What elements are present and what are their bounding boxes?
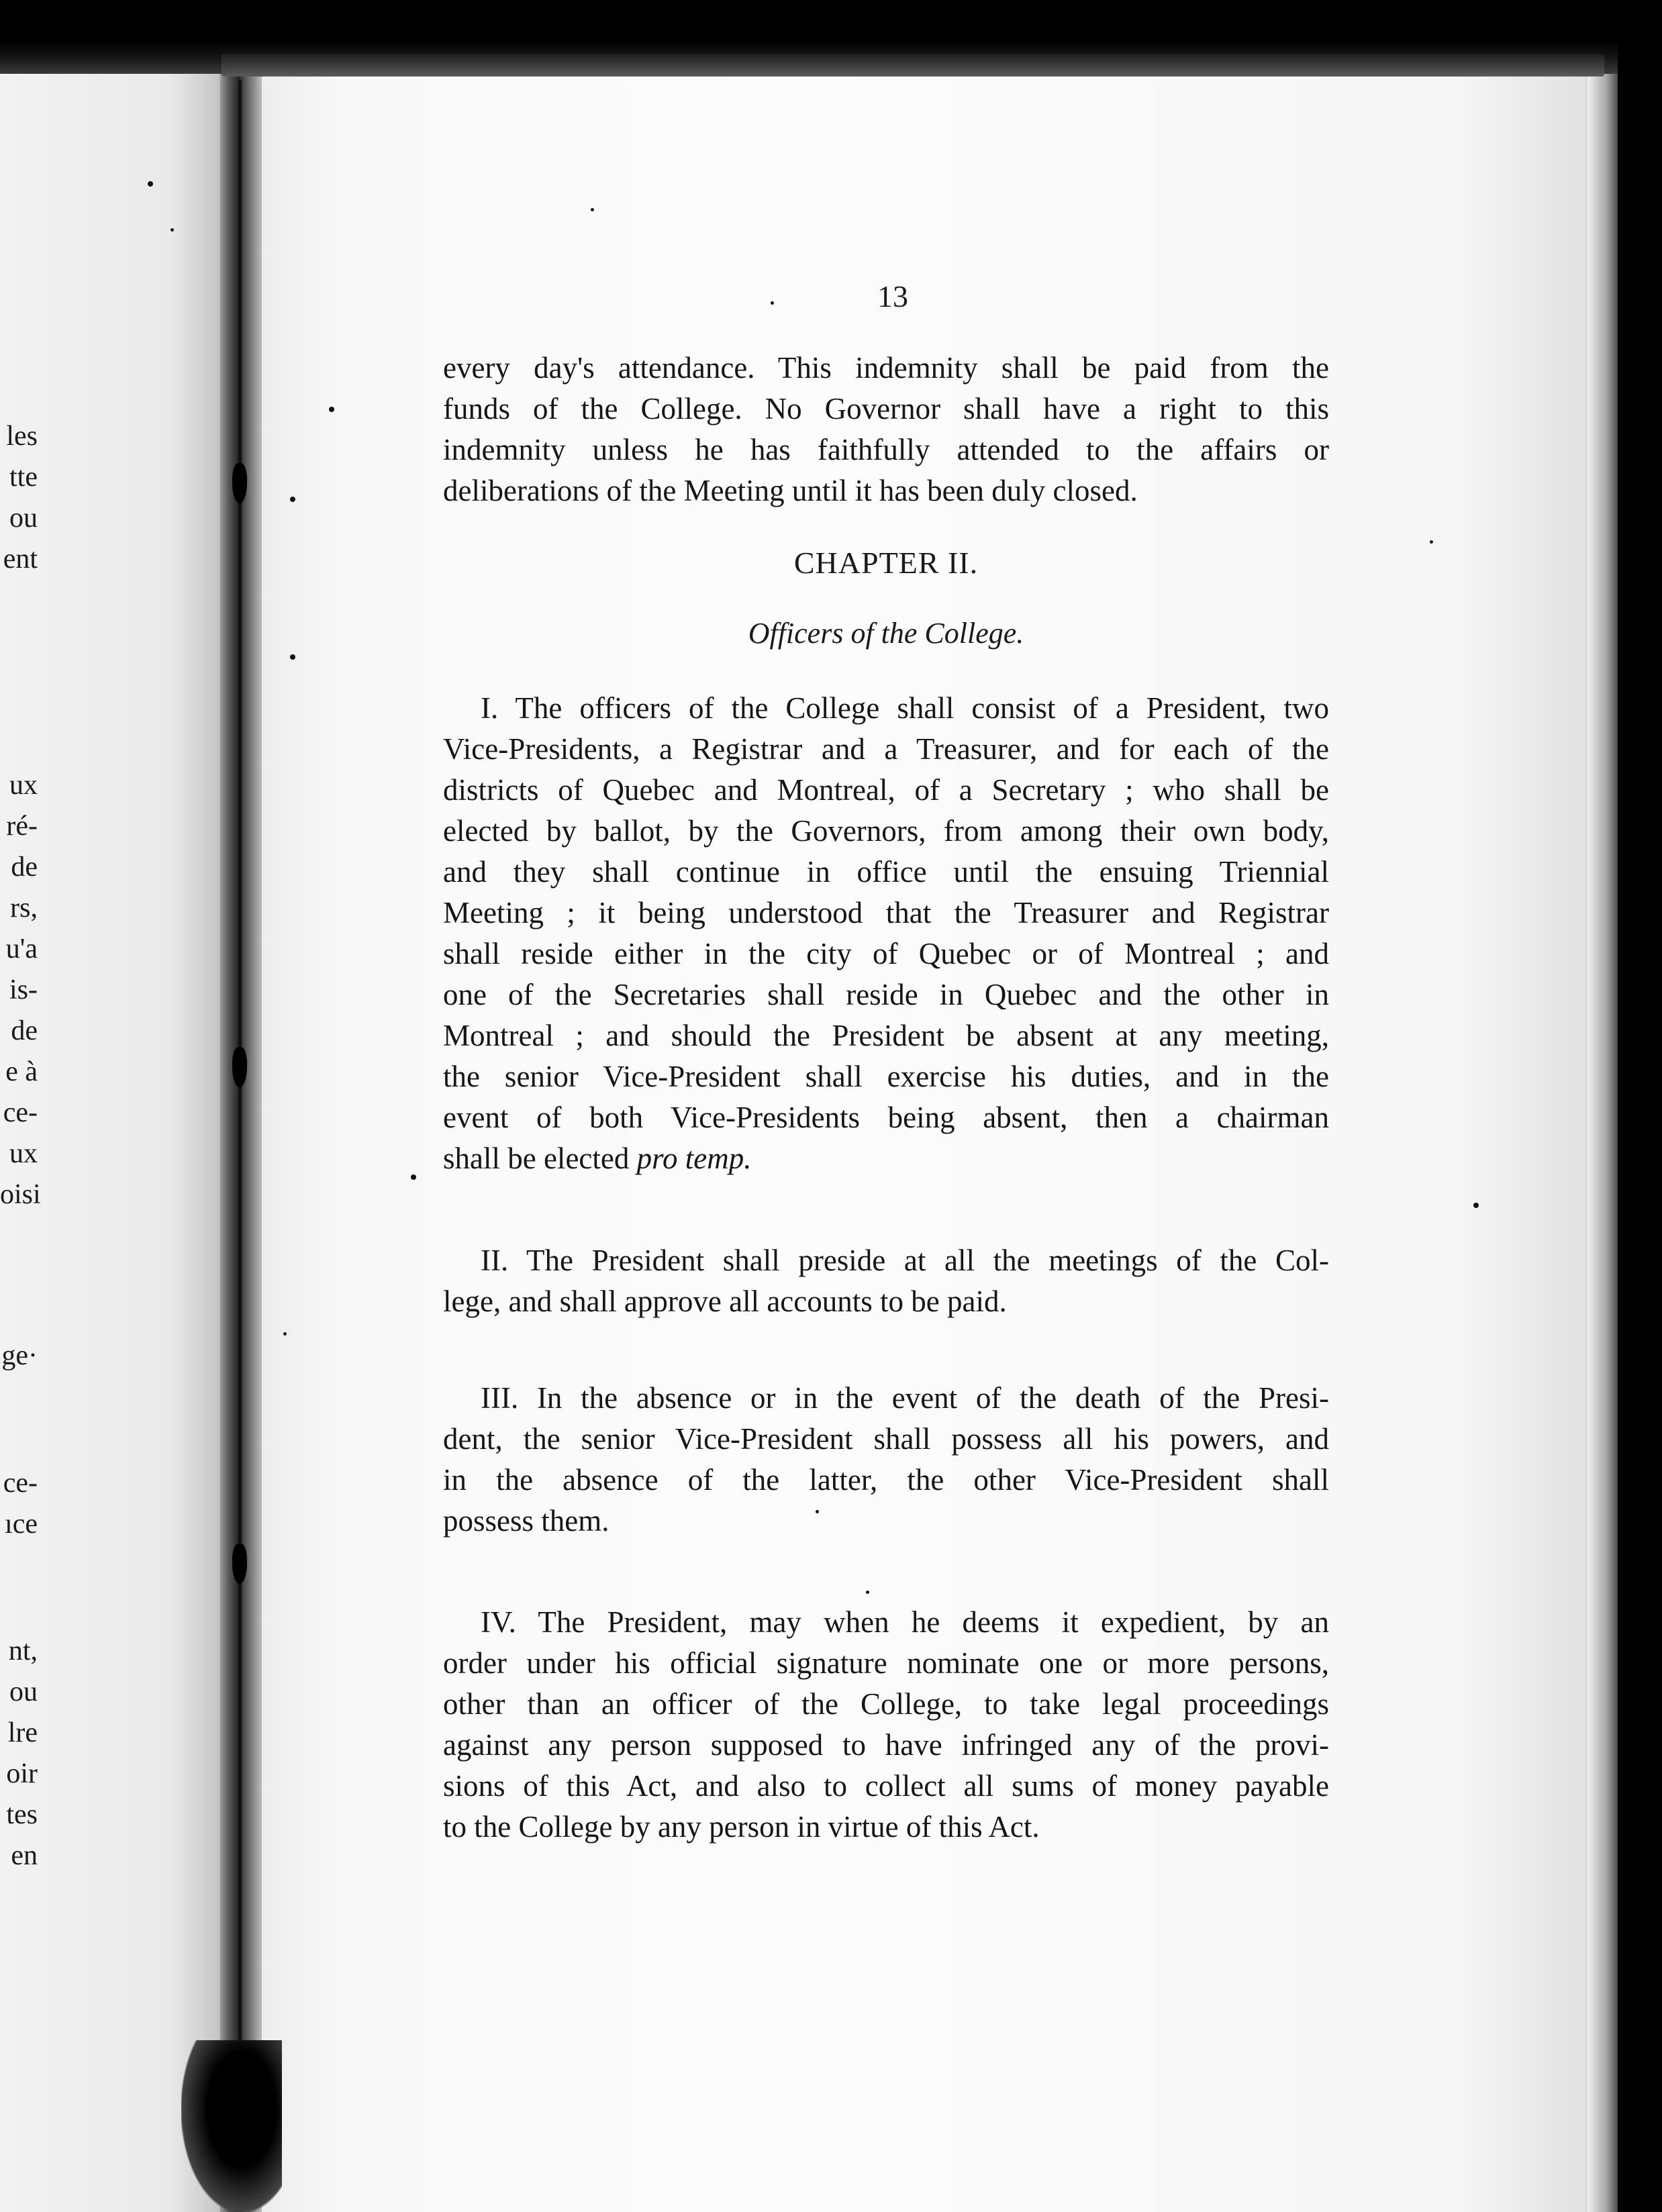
text-line: sions of this Act, and also to collect all sums of money payable: [443, 1769, 1329, 1803]
text-line: shall reside either in the city of Quebec or of Montreal ; and: [443, 937, 1329, 970]
text-line: dent, the senior Vice-President shall possess all his powers, and: [443, 1422, 1329, 1456]
text-line: possess them.: [443, 1504, 609, 1538]
spine-clip: [232, 1047, 247, 1087]
left-fragment: nt,: [8, 1636, 38, 1666]
left-fragment: oir: [6, 1758, 38, 1789]
left-facing-page: [0, 67, 228, 2212]
text-line: Vice-Presidents, a Registrar and a Treasurer, and for each of the: [443, 732, 1329, 766]
left-fragment: lre: [7, 1717, 38, 1748]
text-line: Montreal ; and should the President be absent at any meeting,: [443, 1019, 1329, 1052]
left-fragment: en: [11, 1840, 38, 1871]
scan-speck: [1430, 540, 1433, 544]
left-fragment: ent: [3, 544, 38, 574]
text-line: and they shall continue in office until the ensuing Triennial: [443, 855, 1329, 889]
text-line: against any person supposed to have infringed any of the provi-: [443, 1728, 1329, 1762]
scanner-right-border: [1618, 0, 1662, 2212]
text-line: in the absence of the latter, the other Vice-President shall: [443, 1463, 1329, 1497]
text-line: Meeting ; it being understood that the Treasurer and Registrar: [443, 896, 1329, 929]
text-line: event of both Vice-Presidents being absent, then a chairman: [443, 1101, 1329, 1134]
page-number: 13: [877, 279, 908, 313]
scan-speck: [591, 208, 594, 211]
text-line: deliberations of the Meeting until it has been duly closed.: [443, 474, 1138, 507]
left-fragment: tte: [9, 462, 38, 493]
text-line: order under his official signature nominate one or more persons,: [443, 1646, 1329, 1680]
scan-speck: [771, 301, 774, 305]
section-2-paragraph: [443, 1240, 1329, 1322]
left-fragment: ux: [9, 770, 38, 801]
spine-clip: [232, 1544, 247, 1584]
left-fragment: de: [11, 852, 38, 883]
left-fragment: oisi: [0, 1179, 41, 1210]
scan-speck: [411, 1174, 416, 1180]
text-line: the senior Vice-President shall exercise his duties, and in the: [443, 1060, 1329, 1093]
page-edge-shadow: [1584, 74, 1621, 2212]
page-top-edge: [222, 54, 1604, 77]
scan-speck: [283, 1332, 287, 1336]
scan-speck: [1473, 1203, 1479, 1208]
text-line: lege, and shall approve all accounts to be paid.: [443, 1285, 1007, 1318]
text-line: indemnity unless he has faithfully attended to the affairs or: [443, 433, 1329, 466]
text-line: I. The officers of the College shall consist of a President, two: [481, 691, 1329, 725]
text-line: to the College by any person in virtue of this Act.: [443, 1810, 1040, 1844]
left-page-fragments-5: [0, 1631, 38, 1876]
text-fragment: shall be elected: [443, 1142, 637, 1175]
left-fragment: ge·: [1, 1340, 38, 1371]
left-fragment: ce-: [3, 1468, 38, 1499]
text-line: funds of the College. No Governor shall have a right to this: [443, 392, 1329, 425]
left-fragment: rs,: [10, 893, 38, 923]
left-page-fragments-2: [0, 765, 41, 1215]
text-line: one of the Secretaries shall reside in Quebec and the other in: [443, 978, 1329, 1011]
left-fragment: les: [6, 421, 38, 452]
scan-speck: [329, 407, 334, 412]
spine-clip: [232, 463, 247, 503]
left-fragment: ou: [9, 1676, 38, 1707]
left-fragment: e à: [5, 1056, 38, 1087]
scan-speck: [816, 1510, 819, 1513]
scan-speck: [290, 497, 295, 502]
text-line: IV. The President, may when he deems it expedient, by an: [481, 1605, 1329, 1639]
section-3-paragraph: [443, 1378, 1329, 1542]
text-line: III. In the absence or in the event of the death of the Presi-: [481, 1381, 1329, 1415]
left-fragment: ce-: [3, 1097, 38, 1128]
left-fragment: tes: [6, 1799, 38, 1830]
text-line: every day's attendance. This indemnity shall be paid from the: [443, 351, 1329, 385]
text-line: districts of Quebec and Montreal, of a Secretary ; who shall be: [443, 773, 1329, 807]
scan-speck: [170, 228, 174, 232]
left-fragment: u'a: [5, 934, 38, 964]
text-line: [443, 1138, 1329, 1179]
spine-fold-line: [238, 81, 242, 2195]
left-fragment: is-: [9, 974, 38, 1005]
scan-speck: [866, 1591, 869, 1594]
scan-speck: [148, 181, 153, 187]
scan-speck: [290, 654, 295, 660]
section-4-paragraph: [443, 1602, 1329, 1848]
left-fragment: ıce: [5, 1509, 38, 1540]
opening-paragraph: [443, 348, 1329, 511]
spine-binding-shadow: [181, 2040, 282, 2212]
italic-phrase: pro temp.: [636, 1142, 752, 1175]
text-line: other than an officer of the College, to take legal proceedings: [443, 1687, 1329, 1721]
left-page-fragments-4: [0, 1463, 38, 1545]
left-page-fragments-3: [0, 1336, 38, 1376]
text-line: II. The President shall preside at all the meetings of the Col-: [481, 1244, 1329, 1277]
left-fragment: ou: [9, 503, 38, 534]
left-page-fragments-1: [0, 416, 38, 580]
chapter-title: CHAPTER II.: [793, 546, 979, 580]
section-1-paragraph: [443, 688, 1329, 1179]
left-fragment: de: [11, 1015, 38, 1046]
left-fragment: ux: [9, 1138, 38, 1169]
text-line: elected by ballot, by the Governors, from among their own body,: [443, 814, 1329, 848]
left-fragment: ré-: [6, 811, 38, 842]
chapter-subtitle: Officers of the College.: [748, 617, 1024, 650]
